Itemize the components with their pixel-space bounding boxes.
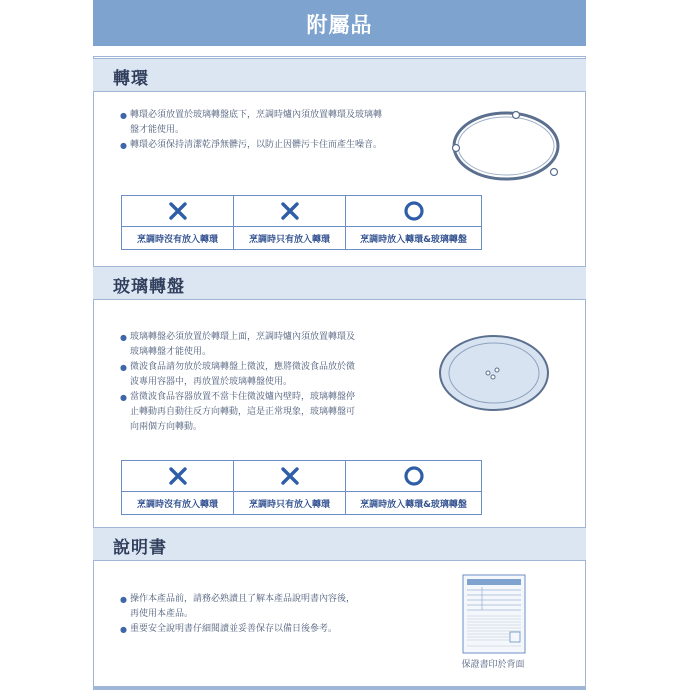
- turntable-ring-icon: [448, 106, 568, 184]
- section-header-plate: [93, 266, 586, 300]
- section-title: 轉環: [113, 69, 149, 89]
- glass-turntable-icon: [436, 330, 556, 416]
- table-cell: [234, 196, 346, 249]
- note-item: [120, 622, 420, 637]
- note-line: ● 操作本產品前，請務必熟讀且了解本產品說明書內容後，: [130, 594, 356, 604]
- table-cell: [122, 461, 234, 514]
- table-caption: 烹調時放入轉環&玻璃轉盤: [360, 234, 467, 245]
- table-caption: 烹調時只有放入轉環: [248, 499, 330, 510]
- cross-icon: [122, 196, 233, 227]
- circle-icon: [346, 461, 481, 492]
- note-line: 向兩個方向轉動。: [130, 422, 203, 432]
- note-line: ● 當微波食品容器放置不當卡住微波爐內壁時，玻璃轉盤停: [130, 392, 356, 402]
- table-caption: 烹調時沒有放入轉環: [136, 234, 218, 245]
- note-item: [120, 360, 430, 390]
- warranty-card-icon: [462, 574, 526, 654]
- circle-icon: [346, 196, 481, 227]
- section-header-ring: [93, 58, 586, 92]
- note-line: ● 微波食品請勿放於玻璃轉盤上微波，應將微波食品放於微: [130, 362, 356, 372]
- plate-notes: [120, 330, 430, 435]
- ring-usage-table: [121, 195, 482, 250]
- cross-icon: [234, 461, 345, 492]
- plate-usage-table: [121, 460, 482, 515]
- note-line: ● 玻璃轉盤必須放置於轉環上面，烹調時爐內須放置轉環及: [130, 332, 356, 342]
- note-line: 玻璃轉盤才能使用。: [130, 347, 212, 357]
- note-line: 波專用容器中，再放置於玻璃轉盤使用。: [130, 377, 293, 387]
- table-caption: 烹調時沒有放入轉環: [136, 499, 218, 510]
- note-line: 盤才能使用。: [130, 125, 185, 135]
- note-line: 止轉動再自動往反方向轉動，這是正常現象，玻璃轉盤可: [130, 407, 356, 417]
- note-item: [120, 108, 440, 138]
- note-line: ● 重要安全說明書仔細閱讀並妥善保存以備日後參考。: [130, 624, 338, 634]
- manual-notes: [120, 592, 420, 637]
- table-cell: [122, 196, 234, 249]
- note-item: [120, 330, 430, 360]
- section-title: 玻璃轉盤: [113, 277, 185, 297]
- note-item: [120, 592, 420, 622]
- table-caption: 烹調時只有放入轉環: [248, 234, 330, 245]
- note-item: [120, 138, 440, 153]
- cross-icon: [234, 196, 345, 227]
- section-header-manual: [93, 527, 586, 561]
- cross-icon: [122, 461, 233, 492]
- section-title: 說明書: [113, 538, 167, 558]
- note-item: [120, 390, 430, 435]
- note-line: ● 轉環必須放置於玻璃轉盤底下，烹調時爐內須放置轉環及玻璃轉: [130, 110, 383, 120]
- table-cell: [346, 196, 481, 249]
- table-cell: [234, 461, 346, 514]
- ring-notes: [120, 108, 440, 153]
- note-line: 再使用本產品。: [130, 609, 194, 619]
- page-header: [93, 0, 586, 46]
- page-title: 附屬品: [306, 13, 373, 37]
- warranty-caption: 保證書印於背面: [461, 660, 525, 670]
- note-line: ● 轉環必須保持清潔乾淨無髒污，以防止因髒污卡住而產生噪音。: [130, 140, 383, 150]
- table-cell: [346, 461, 481, 514]
- table-caption: 烹調時放入轉環&玻璃轉盤: [360, 499, 467, 510]
